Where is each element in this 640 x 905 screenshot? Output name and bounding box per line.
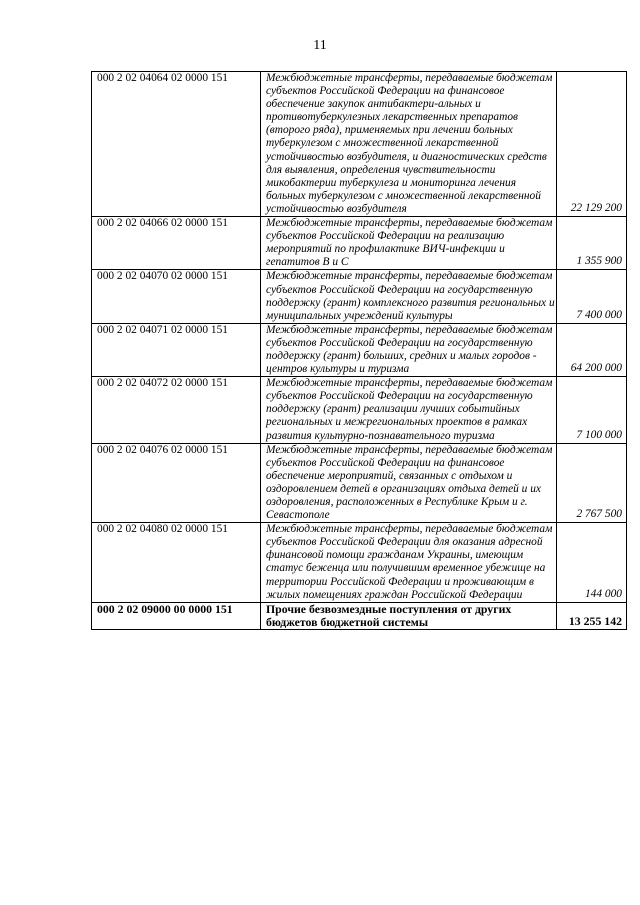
table-row	[92, 72, 627, 217]
budget-amount: 13 255 142	[557, 602, 627, 629]
budget-amount: 64 200 000	[557, 323, 627, 376]
table-row	[92, 377, 627, 443]
budget-code: 000 2 02 04076 02 0000 151	[92, 443, 261, 523]
budget-code: 000 2 02 04070 02 0000 151	[92, 270, 261, 323]
budget-code: 000 2 02 04072 02 0000 151	[92, 377, 261, 443]
budget-code: 000 2 02 04064 02 0000 151	[92, 72, 261, 217]
budget-description: Межбюджетные трансферты, передаваемые бюджетам субъектов Российской Федерации на финансовое обеспечение закупок антибактери-альных и противотуберкулезных лекарственных препаратов (второго ряда), применяемых при лечении больных туберкулезом с множественной лекарственной устойчивостью возбудителя, и диагностических средств для выявления, определения чувствительности микобактерии туберкулеза и мониторинга лечения больных туберкулезом с множественной лекарственной устойчивостью возбудителя	[261, 72, 557, 217]
budget-table-body	[92, 72, 627, 630]
budget-code: 000 2 02 04071 02 0000 151	[92, 323, 261, 376]
budget-description: Межбюджетные трансферты, передаваемые бюджетам субъектов Российской Федерации для оказания адресной финансовой помощи гражданам Украины, имеющим статус беженца или получившим временное убежище на территории Российской Федерации и проживающим в жилых помещениях граждан Российской Федерации	[261, 523, 557, 603]
budget-amount: 7 100 000	[557, 377, 627, 443]
budget-amount: 7 400 000	[557, 270, 627, 323]
page-number: 11	[313, 38, 327, 53]
budget-description: Прочие безвозмездные поступления от других бюджетов бюджетной системы	[261, 602, 557, 629]
budget-amount: 144 000	[557, 523, 627, 603]
budget-description: Межбюджетные трансферты, передаваемые бюджетам субъектов Российской Федерации на государственную поддержку (грант) больших, средних и малых городов - центров культуры и туризма	[261, 323, 557, 376]
budget-description: Межбюджетные трансферты, передаваемые бюджетам субъектов Российской Федерации на финансовое обеспечение мероприятий, связанных с отдыхом и оздоровлением детей в организациях отдыха детей и их оздоровления, расположенных в Республике Крым и г. Севастополе	[261, 443, 557, 523]
table-row	[92, 523, 627, 603]
table-row	[92, 323, 627, 376]
table-row	[92, 217, 627, 270]
budget-description: Межбюджетные трансферты, передаваемые бюджетам субъектов Российской Федерации на государственную поддержку (грант) реализации лучших событийных региональных и межрегиональных проектов в рамках развития культурно-познавательного туризма	[261, 377, 557, 443]
budget-table	[91, 71, 627, 630]
table-row-summary	[92, 602, 627, 629]
budget-amount: 1 355 900	[557, 217, 627, 270]
budget-amount: 2 767 500	[557, 443, 627, 523]
budget-description: Межбюджетные трансферты, передаваемые бюджетам субъектов Российской Федерации на государственную поддержку (грант) комплексного развития региональных и муниципальных учреждений культуры	[261, 270, 557, 323]
budget-code: 000 2 02 09000 00 0000 151	[92, 602, 261, 629]
budget-amount: 22 129 200	[557, 72, 627, 217]
table-row	[92, 270, 627, 323]
budget-code: 000 2 02 04066 02 0000 151	[92, 217, 261, 270]
table-row	[92, 443, 627, 523]
budget-code: 000 2 02 04080 02 0000 151	[92, 523, 261, 603]
budget-description: Межбюджетные трансферты, передаваемые бюджетам субъектов Российской Федерации на реализацию мероприятий по профилактике ВИЧ-инфекции и гепатитов В и С	[261, 217, 557, 270]
